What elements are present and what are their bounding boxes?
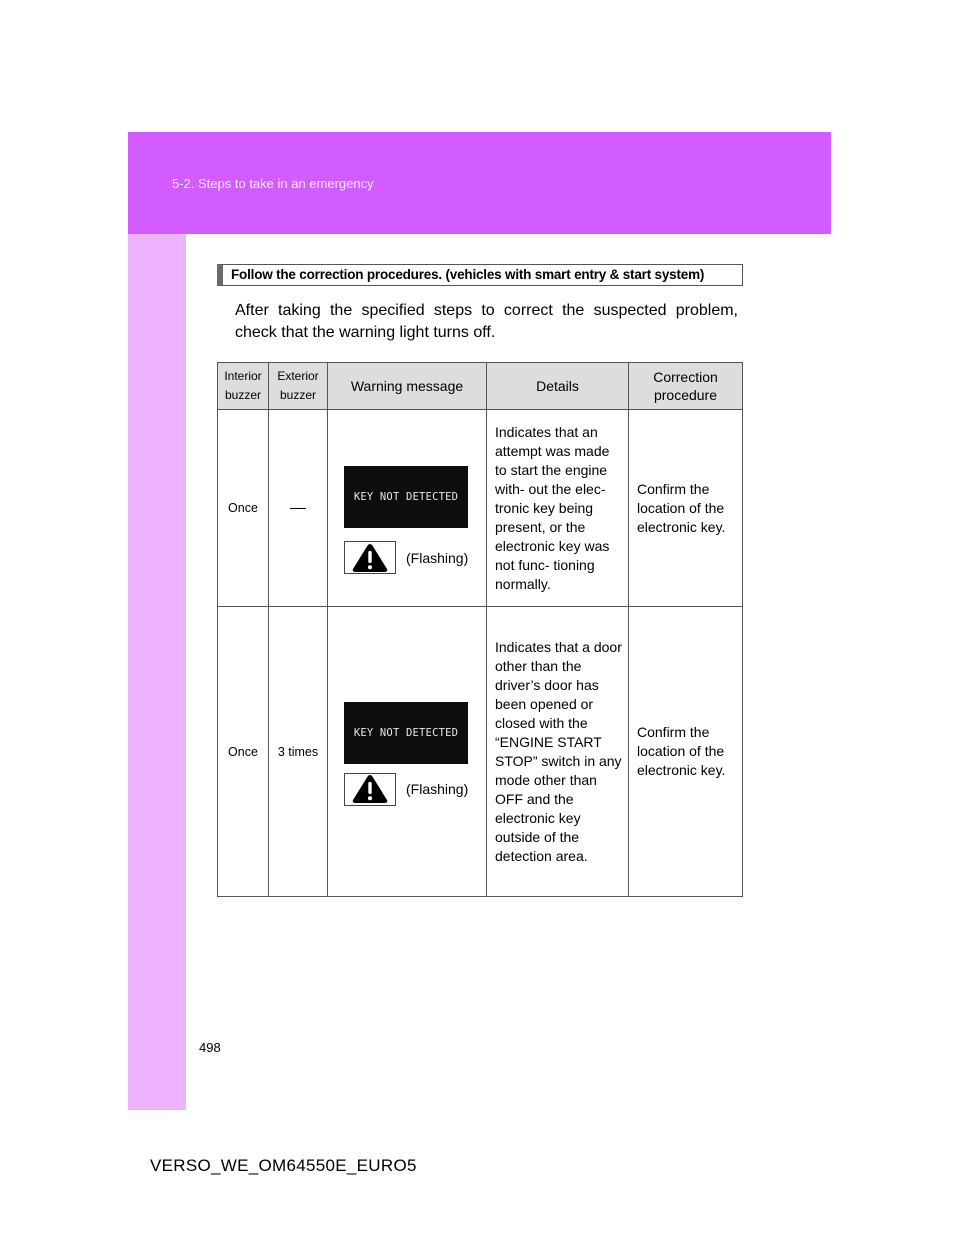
table-row [218,607,743,897]
header-details: Details [487,363,629,410]
row2-interior: Once [218,607,269,897]
header-interior-line2: buzzer [224,388,262,402]
table-row [218,410,743,607]
row2-exterior: 3 times [269,607,328,897]
display-screen: KEY NOT DETECTED [344,702,468,764]
header-procedure-line2: procedure [653,387,718,403]
side-band [128,234,186,1110]
warning-row [344,541,486,574]
flashing-label: (Flashing) [406,549,469,566]
display-screen: KEY NOT DETECTED [344,466,468,528]
row2-details: Indicates that a door other than the driver’s door has been opened or closed with the “ENGINE START STOP” switch in any mode other than OFF and the electronic key outside of the detection area. [487,607,629,897]
row2-message [328,607,487,897]
warning-row [344,773,486,806]
header-procedure-line1: Correction [653,369,718,385]
intro-paragraph: After taking the specified steps to correct the suspected problem, check that the warning light turns off. [235,302,738,341]
breadcrumb: 5-2. Steps to take in an emergency [172,176,374,191]
row1-message [328,410,487,607]
header-exterior-buzzer [269,363,328,410]
row1-procedure: Confirm the location of the electronic key. [629,410,743,607]
row1-interior: Once [218,410,269,607]
table-header-row [218,363,743,410]
row1-details: Indicates that an attempt was made to start the engine with- out the elec- tronic key being present, or the electronic key was not func- tioning normally. [487,410,629,607]
warning-triangle-icon [344,773,396,806]
header-interior-buzzer [218,363,269,410]
page-number: 498 [199,1040,221,1055]
header-warning-message: Warning message [328,363,487,410]
header-exterior-line2: buzzer [279,388,317,402]
row2-procedure: Confirm the location of the electronic key. [629,607,743,897]
dash-icon [290,508,306,509]
flashing-label: (Flashing) [406,781,469,797]
header-interior-line1: Interior [224,369,262,383]
warning-triangle-icon [344,541,396,574]
document-code: VERSO_WE_OM64550E_EURO5 [150,1156,417,1175]
warning-table [217,362,743,897]
row1-exterior [269,410,328,607]
header-correction-procedure [629,363,743,410]
header-exterior-line1: Exterior [277,369,319,383]
section-heading: Follow the correction procedures. (vehicles with smart entry & start system) [217,264,743,286]
